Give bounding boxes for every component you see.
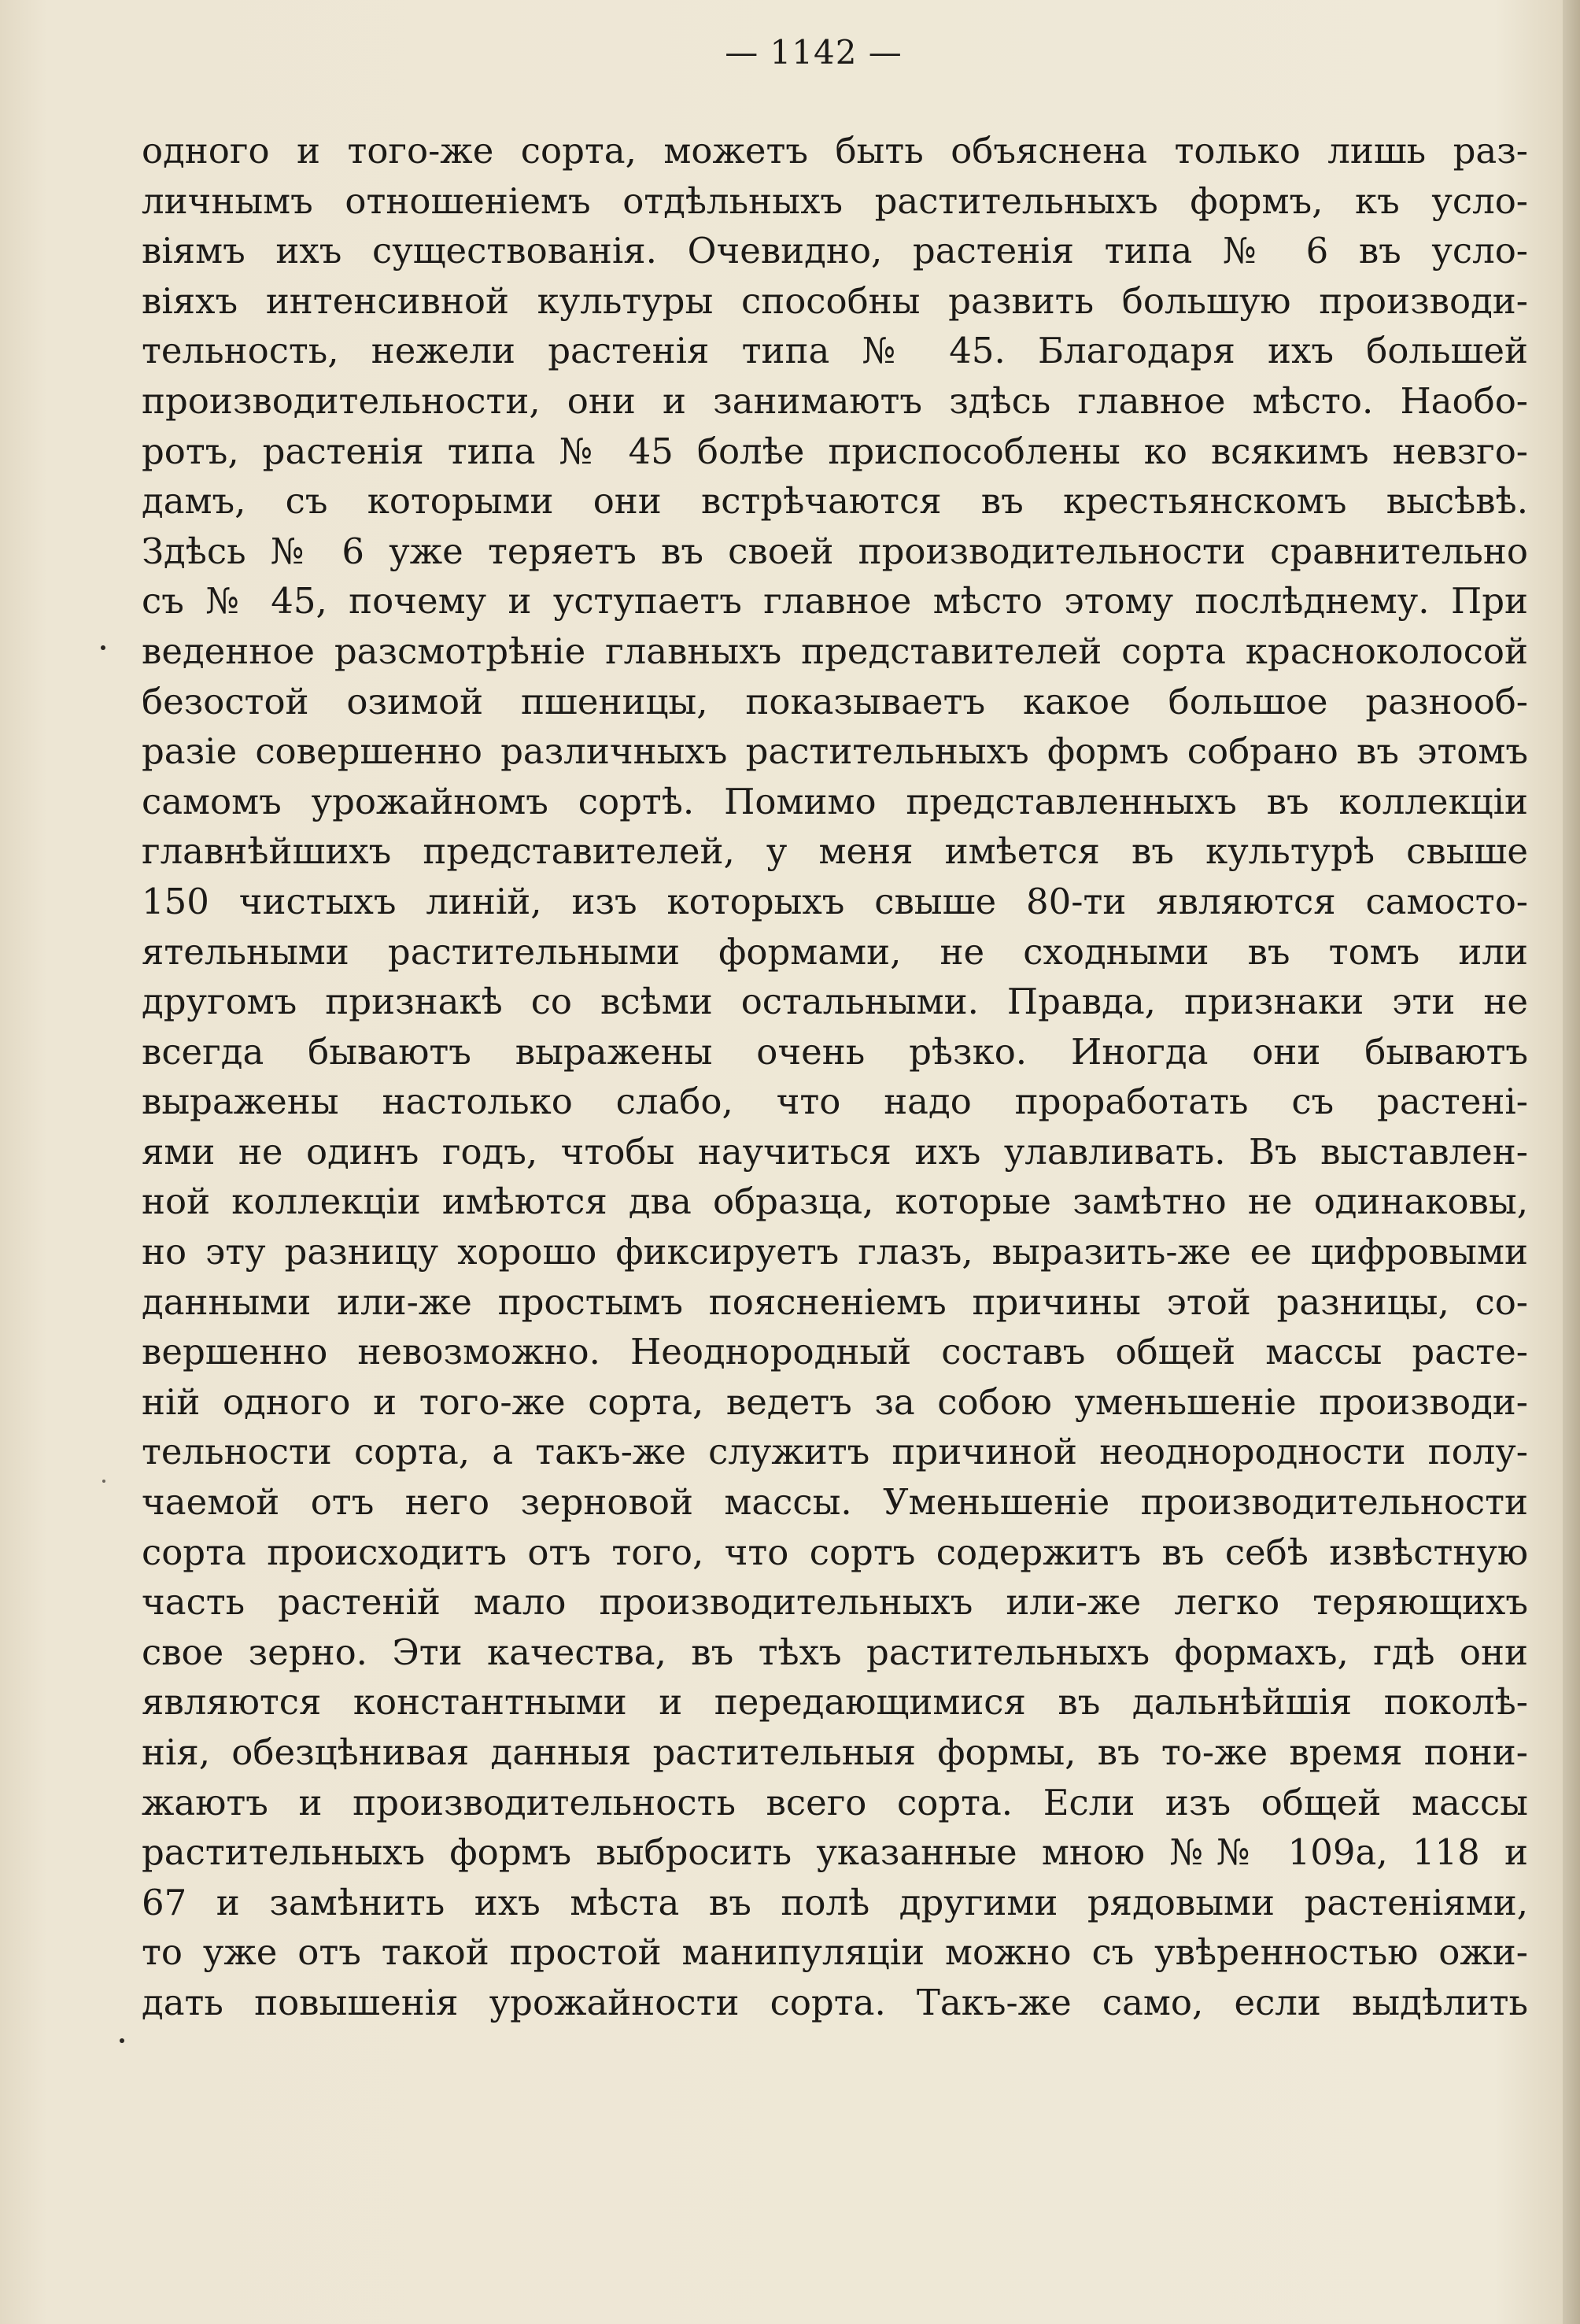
text-line: растительныхъ формъ выбросить указанные мною №№ 109а, 118 и xyxy=(142,1831,1528,1874)
text-line: безостой озимой пшеницы, показываетъ какое большое разнооб- xyxy=(142,680,1528,722)
page-number: — 1142 — xyxy=(725,33,903,72)
text-line: свое зерно. Эти качества, въ тѣхъ растительныхъ формахъ, гдѣ они xyxy=(142,1631,1528,1673)
text-line: тельность, нежели растенія типа № 45. Благодаря ихъ большей xyxy=(142,330,1528,372)
text-line: чаемой отъ него зерновой массы. Уменьшеніе производительности xyxy=(142,1481,1528,1524)
text-line: ній одного и того-же сорта, ведетъ за собою уменьшеніе производи- xyxy=(142,1380,1528,1423)
text-line: выражены настолько слабо, что надо проработать съ растені- xyxy=(142,1081,1528,1123)
margin-mark xyxy=(120,2038,124,2043)
text-line: веденное разсмотрѣніе главныхъ представителей сорта красноколосой xyxy=(142,630,1528,672)
text-line: являются константными и передающимися въ дальнѣйшія поколѣ- xyxy=(142,1681,1528,1724)
text-line: віямъ ихъ существованія. Очевидно, растенія типа № 6 въ усло- xyxy=(142,230,1528,272)
text-line: разіе совершенно различныхъ растительныхъ формъ собрано въ этомъ xyxy=(142,730,1528,773)
text-line: ятельными растительными формами, не сходными въ томъ или xyxy=(142,930,1528,973)
text-line: 150 чистыхъ линій, изъ которыхъ свыше 80-ти являются самосто- xyxy=(142,880,1528,922)
text-line: съ № 45, почему и уступаетъ главное мѣсто этому послѣднему. При xyxy=(142,580,1528,623)
text-line: но эту разницу хорошо фиксируетъ глазъ, выразить-же ее цифровыми xyxy=(142,1231,1528,1273)
text-line: ной коллекціи имѣются два образца, которые замѣтно не одинаковы, xyxy=(142,1180,1528,1223)
text-line: личнымъ отношеніемъ отдѣльныхъ растительныхъ формъ, къ усло- xyxy=(142,179,1528,222)
text-line: сорта происходитъ отъ того, что сортъ содержитъ въ себѣ извѣстную xyxy=(142,1531,1528,1573)
text-line: нія, обезцѣнивая данныя растительныя формы, въ то-же время пони- xyxy=(142,1731,1528,1773)
text-line: тельности сорта, а такъ-же служитъ причиной неоднородности полу- xyxy=(142,1431,1528,1473)
text-line: всегда бываютъ выражены очень рѣзко. Иногда они бываютъ xyxy=(142,1030,1528,1073)
body-text xyxy=(142,126,1528,2028)
text-line: самомъ урожайномъ сортѣ. Помимо представленныхъ въ коллекціи xyxy=(142,780,1528,822)
text-line: Здѣсь № 6 уже теряетъ въ своей производительности сравнительно xyxy=(142,530,1528,572)
text-line: віяхъ интенсивной культуры способны развить большую производи- xyxy=(142,279,1528,322)
text-line: дать повышенія урожайности сорта. Такъ-же само, если выдѣлить xyxy=(142,1981,1528,2023)
text-line: одного и того-же сорта, можетъ быть объяснена только лишь раз- xyxy=(142,130,1528,172)
text-line: ротъ, растенія типа № 45 болѣе приспособлены ко всякимъ невзго- xyxy=(142,430,1528,472)
margin-mark xyxy=(102,1480,105,1483)
text-line: 67 и замѣнить ихъ мѣста въ полѣ другими рядовыми растеніями, xyxy=(142,1881,1528,1923)
text-line: дамъ, съ которыми они встрѣчаются въ крестьянскомъ высѣвѣ. xyxy=(142,480,1528,523)
margin-mark xyxy=(101,645,105,650)
page-edge-shadow xyxy=(1563,0,1580,2324)
text-line: производительности, они и занимаютъ здѣсь главное мѣсто. Наобо- xyxy=(142,379,1528,422)
text-line: жаютъ и производительность всего сорта. Если изъ общей массы xyxy=(142,1781,1528,1823)
text-line: ями не одинъ годъ, чтобы научиться ихъ улавливать. Въ выставлен- xyxy=(142,1130,1528,1173)
text-line: вершенно невозможно. Неоднородный составъ общей массы расте- xyxy=(142,1331,1528,1373)
text-line: то уже отъ такой простой манипуляціи можно съ увѣренностью ожи- xyxy=(142,1931,1528,1974)
text-line: другомъ признакѣ со всѣми остальными. Правда, признаки эти не xyxy=(142,981,1528,1023)
text-line: главнѣйшихъ представителей, у меня имѣется въ культурѣ свыше xyxy=(142,830,1528,873)
text-line: данными или-же простымъ поясненіемъ причины этой разницы, со- xyxy=(142,1280,1528,1323)
text-line: часть растеній мало производительныхъ или-же легко теряющихъ xyxy=(142,1581,1528,1624)
